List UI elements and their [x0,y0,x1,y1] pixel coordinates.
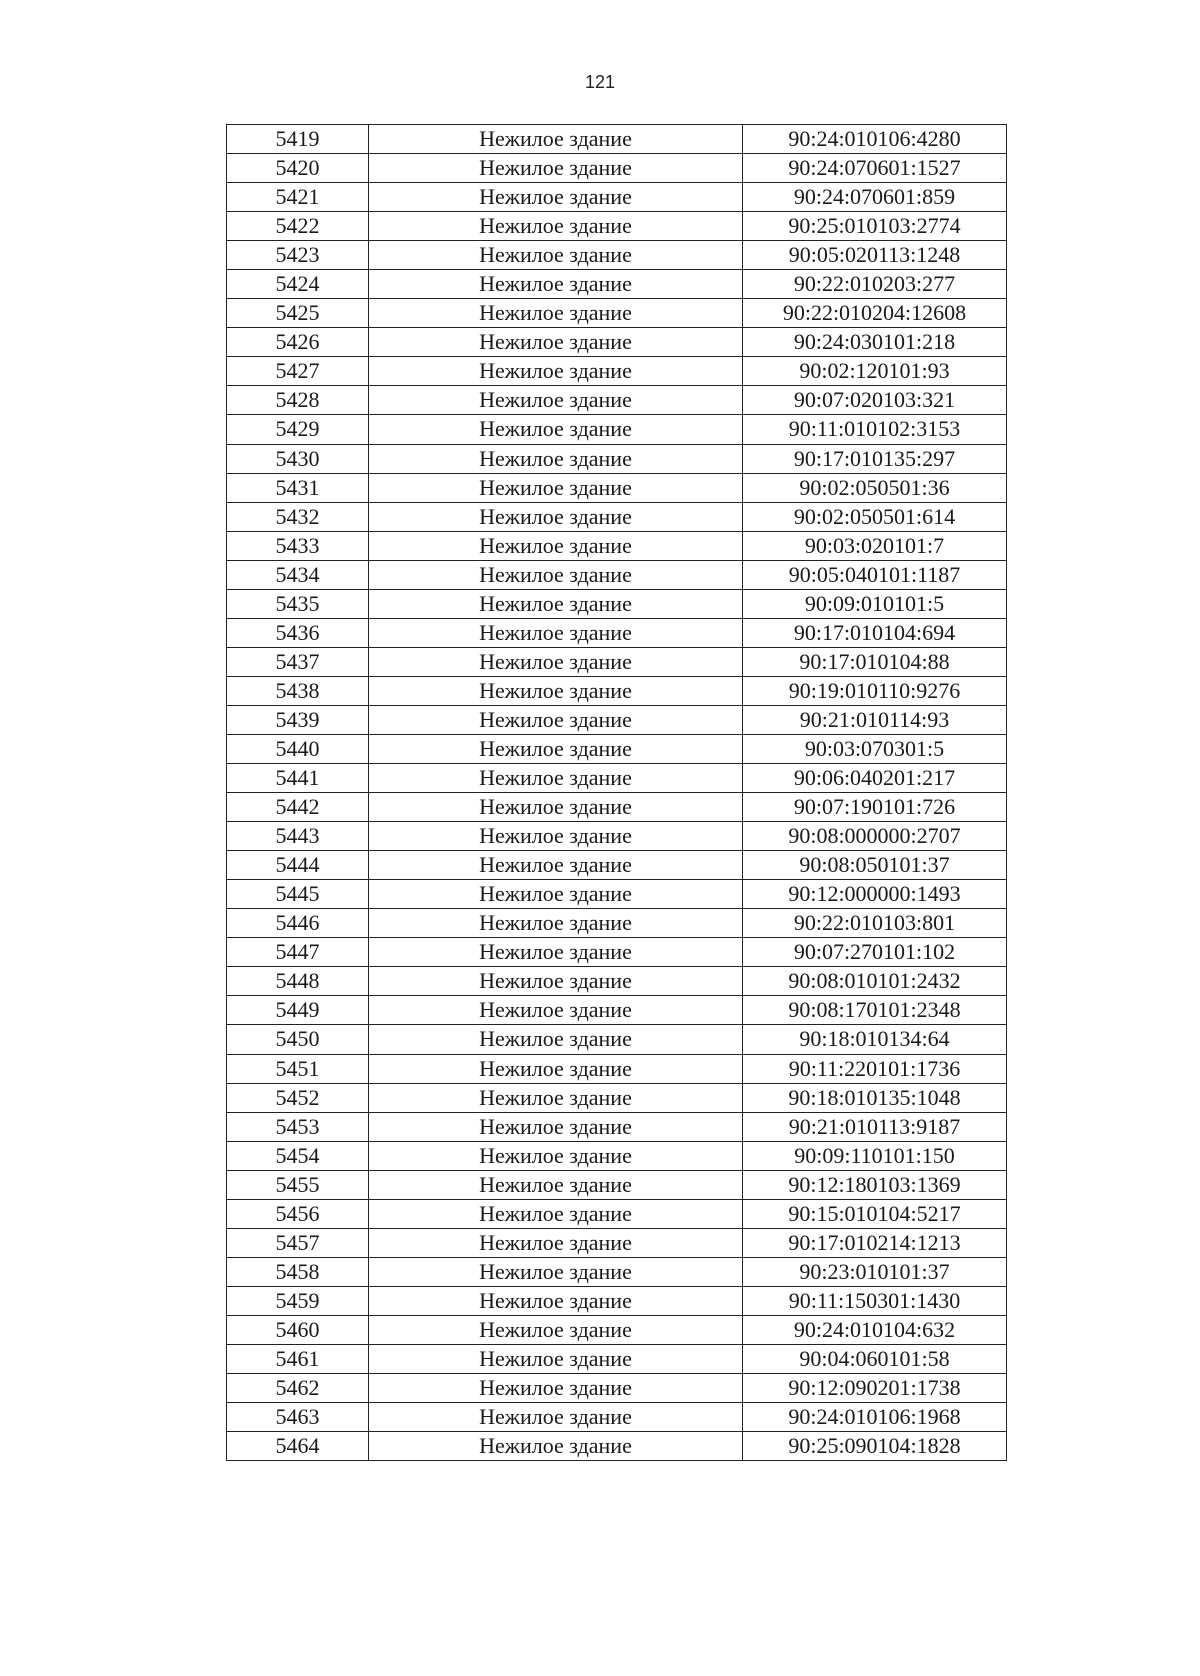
row-number-cell: 5442 [227,793,369,822]
object-type-cell: Нежилое здание [369,473,743,502]
cadastral-number-cell: 90:09:010101:5 [743,589,1007,618]
object-type-cell: Нежилое здание [369,938,743,967]
object-type-cell: Нежилое здание [369,125,743,154]
object-type-cell: Нежилое здание [369,299,743,328]
table-row [227,851,1007,880]
cadastral-number-cell: 90:19:010110:9276 [743,676,1007,705]
row-number-cell: 5439 [227,705,369,734]
row-number-cell: 5447 [227,938,369,967]
page-number: 121 [584,72,616,92]
object-type-cell: Нежилое здание [369,1112,743,1141]
object-type-cell: Нежилое здание [369,589,743,618]
cadastral-number-cell: 90:03:070301:5 [743,734,1007,763]
cadastral-number-cell: 90:05:040101:1187 [743,560,1007,589]
cadastral-number-cell: 90:02:050501:614 [743,502,1007,531]
table-row [227,734,1007,763]
cadastral-number-cell: 90:12:090201:1738 [743,1374,1007,1403]
object-type-cell: Нежилое здание [369,328,743,357]
table-row [227,125,1007,154]
row-number-cell: 5460 [227,1315,369,1344]
object-type-cell: Нежилое здание [369,154,743,183]
table-row [227,270,1007,299]
object-type-cell: Нежилое здание [369,851,743,880]
table-row [227,705,1007,734]
cadastral-number-cell: 90:09:110101:150 [743,1141,1007,1170]
cadastral-number-cell: 90:12:000000:1493 [743,880,1007,909]
object-type-cell: Нежилое здание [369,1054,743,1083]
cadastral-number-cell: 90:22:010103:801 [743,909,1007,938]
cadastral-number-cell: 90:08:010101:2432 [743,967,1007,996]
object-type-cell: Нежилое здание [369,1025,743,1054]
object-type-cell: Нежилое здание [369,1432,743,1461]
object-type-cell: Нежилое здание [369,1170,743,1199]
row-number-cell: 5426 [227,328,369,357]
row-number-cell: 5452 [227,1083,369,1112]
cadastral-number-cell: 90:06:040201:217 [743,764,1007,793]
row-number-cell: 5448 [227,967,369,996]
cadastral-number-cell: 90:11:150301:1430 [743,1286,1007,1315]
row-number-cell: 5438 [227,676,369,705]
table-row [227,473,1007,502]
table-row [227,1374,1007,1403]
row-number-cell: 5423 [227,241,369,270]
row-number-cell: 5453 [227,1112,369,1141]
object-type-cell: Нежилое здание [369,1344,743,1373]
row-number-cell: 5432 [227,502,369,531]
row-number-cell: 5436 [227,618,369,647]
cadastral-number-cell: 90:08:050101:37 [743,851,1007,880]
object-type-cell: Нежилое здание [369,357,743,386]
table-row [227,1141,1007,1170]
cadastral-number-cell: 90:08:170101:2348 [743,996,1007,1025]
table-row [227,1228,1007,1257]
object-type-cell: Нежилое здание [369,996,743,1025]
cadastral-number-cell: 90:25:010103:2774 [743,212,1007,241]
table-row [227,996,1007,1025]
table-row [227,938,1007,967]
table-row [227,1112,1007,1141]
row-number-cell: 5419 [227,125,369,154]
row-number-cell: 5425 [227,299,369,328]
row-number-cell: 5429 [227,415,369,444]
object-type-cell: Нежилое здание [369,1228,743,1257]
object-type-cell: Нежилое здание [369,1315,743,1344]
table-row [227,909,1007,938]
object-type-cell: Нежилое здание [369,270,743,299]
cadastral-number-cell: 90:21:010113:9187 [743,1112,1007,1141]
cadastral-number-cell: 90:24:010106:4280 [743,125,1007,154]
table-row [227,1083,1007,1112]
object-type-cell: Нежилое здание [369,880,743,909]
object-type-cell: Нежилое здание [369,444,743,473]
object-type-cell: Нежилое здание [369,183,743,212]
object-type-cell: Нежилое здание [369,705,743,734]
row-number-cell: 5449 [227,996,369,1025]
table-row [227,589,1007,618]
table-row [227,415,1007,444]
cadastral-number-cell: 90:08:000000:2707 [743,822,1007,851]
cadastral-number-cell: 90:17:010214:1213 [743,1228,1007,1257]
object-type-cell: Нежилое здание [369,1286,743,1315]
cadastral-number-cell: 90:15:010104:5217 [743,1199,1007,1228]
row-number-cell: 5445 [227,880,369,909]
cadastral-number-cell: 90:05:020113:1248 [743,241,1007,270]
cadastral-number-cell: 90:24:010104:632 [743,1315,1007,1344]
object-type-cell: Нежилое здание [369,386,743,415]
cadastral-number-cell: 90:25:090104:1828 [743,1432,1007,1461]
row-number-cell: 5433 [227,531,369,560]
cadastral-number-cell: 90:23:010101:37 [743,1257,1007,1286]
table-row [227,967,1007,996]
cadastral-number-cell: 90:24:030101:218 [743,328,1007,357]
row-number-cell: 5441 [227,764,369,793]
table-row [227,444,1007,473]
table-row [227,647,1007,676]
row-number-cell: 5443 [227,822,369,851]
row-number-cell: 5450 [227,1025,369,1054]
cadastral-number-cell: 90:24:070601:859 [743,183,1007,212]
table-row [227,357,1007,386]
cadastral-number-cell: 90:11:220101:1736 [743,1054,1007,1083]
cadastral-number-cell: 90:22:010203:277 [743,270,1007,299]
row-number-cell: 5422 [227,212,369,241]
table-row [227,1199,1007,1228]
table-row [227,502,1007,531]
row-number-cell: 5446 [227,909,369,938]
object-type-cell: Нежилое здание [369,793,743,822]
row-number-cell: 5437 [227,647,369,676]
row-number-cell: 5420 [227,154,369,183]
table-row [227,1403,1007,1432]
table-row [227,154,1007,183]
cadastral-number-cell: 90:22:010204:12608 [743,299,1007,328]
table-row [227,560,1007,589]
cadastral-number-cell: 90:17:010135:297 [743,444,1007,473]
row-number-cell: 5435 [227,589,369,618]
row-number-cell: 5431 [227,473,369,502]
object-type-cell: Нежилое здание [369,1083,743,1112]
cadastral-number-cell: 90:02:050501:36 [743,473,1007,502]
table-row [227,1286,1007,1315]
row-number-cell: 5461 [227,1344,369,1373]
row-number-cell: 5463 [227,1403,369,1432]
object-type-cell: Нежилое здание [369,241,743,270]
table-row [227,618,1007,647]
table-row [227,1257,1007,1286]
row-number-cell: 5454 [227,1141,369,1170]
object-type-cell: Нежилое здание [369,1257,743,1286]
cadastral-number-cell: 90:24:010106:1968 [743,1403,1007,1432]
table-row [227,386,1007,415]
row-number-cell: 5455 [227,1170,369,1199]
table-row [227,531,1007,560]
table-row [227,212,1007,241]
object-type-cell: Нежилое здание [369,647,743,676]
cadastral-number-cell: 90:07:270101:102 [743,938,1007,967]
table-row [227,676,1007,705]
row-number-cell: 5434 [227,560,369,589]
object-type-cell: Нежилое здание [369,734,743,763]
row-number-cell: 5427 [227,357,369,386]
object-type-cell: Нежилое здание [369,212,743,241]
cadastral-number-cell: 90:12:180103:1369 [743,1170,1007,1199]
cadastral-number-cell: 90:07:020103:321 [743,386,1007,415]
table-row [227,328,1007,357]
object-type-cell: Нежилое здание [369,531,743,560]
table-row [227,1025,1007,1054]
object-type-cell: Нежилое здание [369,967,743,996]
row-number-cell: 5462 [227,1374,369,1403]
object-type-cell: Нежилое здание [369,618,743,647]
object-type-cell: Нежилое здание [369,676,743,705]
row-number-cell: 5456 [227,1199,369,1228]
registry-table-body [227,125,1007,1461]
row-number-cell: 5428 [227,386,369,415]
object-type-cell: Нежилое здание [369,415,743,444]
table-row [227,822,1007,851]
object-type-cell: Нежилое здание [369,560,743,589]
row-number-cell: 5440 [227,734,369,763]
row-number-cell: 5458 [227,1257,369,1286]
cadastral-number-cell: 90:21:010114:93 [743,705,1007,734]
registry-table [226,124,1007,1461]
object-type-cell: Нежилое здание [369,1403,743,1432]
table-row [227,241,1007,270]
table-row [227,880,1007,909]
cadastral-number-cell: 90:04:060101:58 [743,1344,1007,1373]
object-type-cell: Нежилое здание [369,909,743,938]
row-number-cell: 5430 [227,444,369,473]
table-row [227,183,1007,212]
cadastral-number-cell: 90:11:010102:3153 [743,415,1007,444]
object-type-cell: Нежилое здание [369,764,743,793]
object-type-cell: Нежилое здание [369,822,743,851]
cadastral-number-cell: 90:17:010104:88 [743,647,1007,676]
table-row [227,1315,1007,1344]
cadastral-number-cell: 90:02:120101:93 [743,357,1007,386]
table-row [227,299,1007,328]
object-type-cell: Нежилое здание [369,502,743,531]
cadastral-number-cell: 90:18:010135:1048 [743,1083,1007,1112]
row-number-cell: 5421 [227,183,369,212]
object-type-cell: Нежилое здание [369,1374,743,1403]
table-row [227,1432,1007,1461]
table-row [227,1054,1007,1083]
cadastral-number-cell: 90:07:190101:726 [743,793,1007,822]
row-number-cell: 5459 [227,1286,369,1315]
cadastral-number-cell: 90:03:020101:7 [743,531,1007,560]
row-number-cell: 5451 [227,1054,369,1083]
object-type-cell: Нежилое здание [369,1199,743,1228]
cadastral-number-cell: 90:18:010134:64 [743,1025,1007,1054]
table-row [227,764,1007,793]
cadastral-number-cell: 90:17:010104:694 [743,618,1007,647]
row-number-cell: 5424 [227,270,369,299]
row-number-cell: 5457 [227,1228,369,1257]
cadastral-number-cell: 90:24:070601:1527 [743,154,1007,183]
table-row [227,1344,1007,1373]
row-number-cell: 5464 [227,1432,369,1461]
table-row [227,1170,1007,1199]
object-type-cell: Нежилое здание [369,1141,743,1170]
table-row [227,793,1007,822]
row-number-cell: 5444 [227,851,369,880]
